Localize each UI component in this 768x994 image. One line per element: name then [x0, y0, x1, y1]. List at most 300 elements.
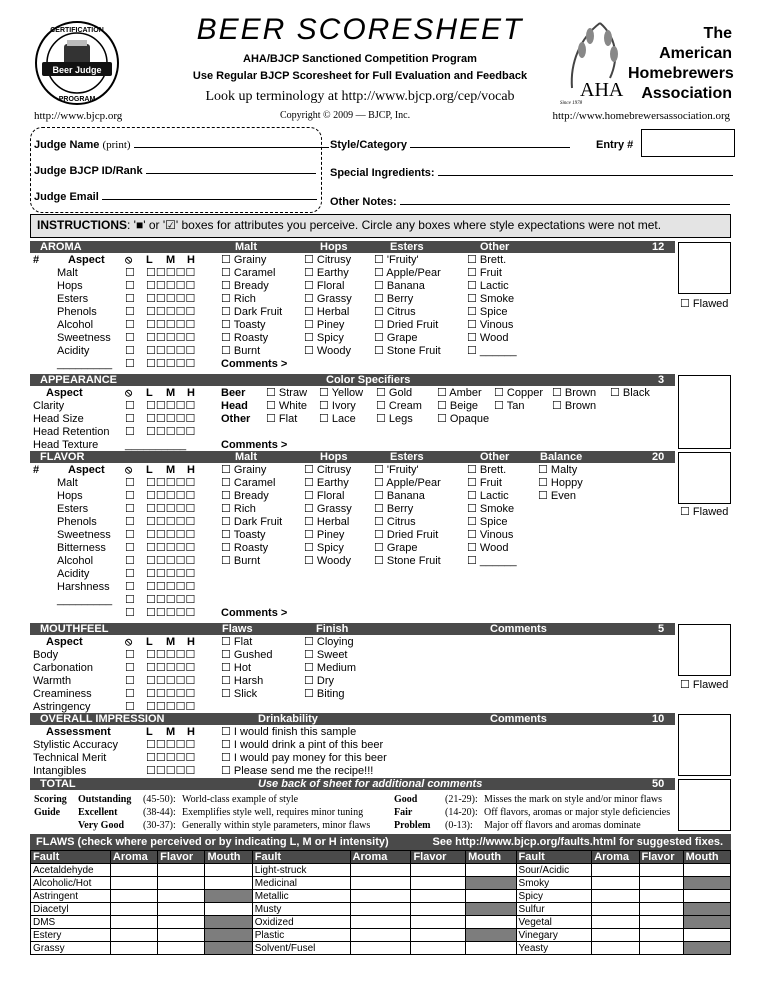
- flavor-3-intensity-checkboxes[interactable]: ☐☐☐☐☐: [146, 516, 196, 528]
- judge-id-row: [34, 165, 316, 178]
- total-score-box[interactable]: [678, 779, 731, 831]
- table-row: [31, 916, 731, 929]
- fault-flavor-cell[interactable]: [158, 864, 205, 877]
- aroma-1-none-checkbox[interactable]: ☐: [125, 280, 135, 292]
- flavor-other-option[interactable]: ☐ Vinous: [467, 529, 514, 541]
- instructions-text: : '■' or '☑' boxes for attributes you perceive. Circle any boxes where style expectations were not met.: [127, 218, 662, 232]
- appearance-intensity-1[interactable]: ☐☐☐☐☐: [146, 413, 196, 425]
- flavor-1-none-checkbox[interactable]: ☐: [125, 490, 135, 502]
- fault-aroma-cell[interactable]: [592, 942, 639, 955]
- mouthfeel-m-head: M: [166, 636, 176, 648]
- aroma-other-option[interactable]: ☐ ______: [467, 345, 517, 357]
- flavor-0-none-checkbox[interactable]: ☐: [125, 477, 135, 489]
- mouthfeel-none-checkbox-2[interactable]: ☐: [125, 675, 135, 687]
- aroma-malt-option[interactable]: ☐ Caramel: [221, 267, 276, 279]
- flavor-custom-none-checkbox[interactable]: ☐: [125, 594, 135, 606]
- entry-number-box[interactable]: [641, 129, 735, 157]
- flavor-5-intensity-checkboxes[interactable]: ☐☐☐☐☐: [146, 542, 196, 554]
- flavor-malt-option[interactable]: ☐ Burnt: [221, 555, 261, 567]
- flaws-col-header: Aroma: [350, 851, 411, 864]
- judge-email-field[interactable]: [102, 199, 317, 200]
- aroma-custom-none-checkbox[interactable]: ☐: [125, 358, 135, 370]
- aroma-4-none-checkbox[interactable]: ☐: [125, 319, 135, 331]
- fault-aroma-cell[interactable]: [110, 903, 157, 916]
- fault-aroma-cell[interactable]: [592, 864, 639, 877]
- appearance-beer-color[interactable]: ☐ Copper: [494, 387, 543, 399]
- aroma-malt-option[interactable]: ☐ Rich: [221, 293, 256, 305]
- appearance-head-color[interactable]: ☐ Ivory: [319, 400, 356, 412]
- flavor-esters-option[interactable]: ☐ Stone Fruit: [374, 555, 441, 567]
- mouthfeel-intensity-2[interactable]: ☐☐☐☐☐: [146, 675, 196, 687]
- appearance-beer-color[interactable]: ☐ Yellow: [319, 387, 364, 399]
- scoring-left-label: Excellent: [78, 807, 118, 818]
- table-row: [31, 942, 731, 955]
- aroma-hops-option[interactable]: ☐ Woody: [304, 345, 351, 357]
- flavor-hops-option[interactable]: ☐ Herbal: [304, 516, 350, 528]
- flavor-malt-option[interactable]: ☐ Rich: [221, 503, 256, 515]
- flavor-other-option[interactable]: ☐ ______: [467, 555, 517, 567]
- fault-aroma-cell[interactable]: [350, 864, 411, 877]
- flavor-comments-label: Comments >: [221, 607, 288, 619]
- mouthfeel-flawed[interactable]: ☐ Flawed: [680, 679, 729, 691]
- flavor-other-option[interactable]: ☐ Spice: [467, 516, 508, 528]
- mouthfeel-finish-option[interactable]: ☐ Sweet: [304, 649, 348, 661]
- flavor-other-option[interactable]: ☐ Smoke: [467, 503, 515, 515]
- appearance-head-color[interactable]: ☐ Tan: [494, 400, 525, 412]
- fault-mouth-cell: [466, 929, 516, 942]
- flavor-7-intensity-checkboxes[interactable]: ☐☐☐☐☐: [146, 568, 196, 580]
- flaws-header: FLAWS (check where perceived or by indicating L, M or H intensity): [36, 836, 389, 848]
- aroma-1-intensity-checkboxes[interactable]: ☐☐☐☐☐: [146, 280, 196, 292]
- appearance-head-color[interactable]: ☐ Beige: [437, 400, 479, 412]
- mouthfeel-none-checkbox-3[interactable]: ☐: [125, 688, 135, 700]
- flavor-other-option[interactable]: ☐ Wood: [467, 542, 509, 554]
- aroma-other-option[interactable]: ☐ Vinous: [467, 319, 514, 331]
- fault-flavor-cell[interactable]: [639, 864, 683, 877]
- fault-mouth-cell[interactable]: [205, 903, 252, 916]
- mouthfeel-none-checkbox-1[interactable]: ☐: [125, 662, 135, 674]
- fault-flavor-cell[interactable]: [639, 890, 683, 903]
- mouthfeel-finish-option[interactable]: ☐ Dry: [304, 675, 335, 687]
- mouthfeel-finish-option[interactable]: ☐ Biting: [304, 688, 345, 700]
- appearance-max: 3: [658, 374, 665, 386]
- aroma-other-option[interactable]: ☐ Brett.: [467, 254, 507, 266]
- flavor-6-intensity-checkboxes[interactable]: ☐☐☐☐☐: [146, 555, 196, 567]
- appearance-none-checkbox-0[interactable]: ☐: [125, 400, 135, 412]
- total-note: Use back of sheet for additional comments: [258, 778, 483, 790]
- appearance-beer-color[interactable]: ☐ Gold: [376, 387, 413, 399]
- flavor-malt-option[interactable]: ☐ Grainy: [221, 464, 267, 476]
- appearance-m-head: M: [166, 387, 176, 399]
- flavor-hops-option[interactable]: ☐ Citrusy: [304, 464, 352, 476]
- flavor-other-option[interactable]: ☐ Lactic: [467, 490, 509, 502]
- aroma-other-option[interactable]: ☐ Wood: [467, 332, 509, 344]
- fault-flavor-cell[interactable]: [411, 929, 466, 942]
- aroma-malt-option[interactable]: ☐ Grainy: [221, 254, 267, 266]
- appearance-intensity-0[interactable]: ☐☐☐☐☐: [146, 400, 196, 412]
- fault-aroma-cell[interactable]: [350, 929, 411, 942]
- fault-name: Astringent: [31, 890, 111, 903]
- aroma-0-intensity-checkboxes[interactable]: ☐☐☐☐☐: [146, 267, 196, 279]
- flavor-8-intensity-checkboxes[interactable]: ☐☐☐☐☐: [146, 581, 196, 593]
- aroma-esters-option[interactable]: ☐ Dried Fruit: [374, 319, 439, 331]
- flaws-col-header: Mouth: [466, 851, 516, 864]
- overall-drinkability-option[interactable]: ☐ I would finish this sample: [221, 726, 357, 738]
- aroma-malt-option[interactable]: ☐ Bready: [221, 280, 269, 292]
- subtitle-program: AHA/BJCP Sanctioned Competition Program: [243, 53, 477, 65]
- flavor-esters-option[interactable]: ☐ Banana: [374, 490, 425, 502]
- aroma-hops-option[interactable]: ☐ Grassy: [304, 293, 352, 305]
- mouthfeel-intensity-1[interactable]: ☐☐☐☐☐: [146, 662, 196, 674]
- judge-name-label: Judge Name: [34, 139, 100, 151]
- aroma-5-intensity-checkboxes[interactable]: ☐☐☐☐☐: [146, 332, 196, 344]
- aroma-hops-option[interactable]: ☐ Floral: [304, 280, 345, 292]
- fault-aroma-cell[interactable]: [350, 890, 411, 903]
- flavor-balance-option[interactable]: ☐ Hoppy: [538, 477, 583, 489]
- aroma-malt-option[interactable]: ☐ Dark Fruit: [221, 306, 283, 318]
- flavor-flawed[interactable]: ☐ Flawed: [680, 506, 729, 518]
- flavor-malt-option[interactable]: ☐ Toasty: [221, 529, 266, 541]
- mouthfeel-score-box[interactable]: [678, 624, 731, 676]
- aroma-other-option[interactable]: ☐ Spice: [467, 306, 508, 318]
- mouthfeel-finish-option[interactable]: ☐ Cloying: [304, 636, 354, 648]
- fault-name: Yeasty: [516, 942, 592, 955]
- aroma-flawed[interactable]: ☐ Flawed: [680, 298, 729, 310]
- flavor-custom-line[interactable]: _________: [57, 594, 113, 606]
- overall-intensity-0[interactable]: ☐☐☐☐☐: [146, 739, 196, 751]
- scoring-left-desc: Generally within style parameters, minor flaws: [182, 820, 371, 831]
- aroma-other-option[interactable]: ☐ Fruit: [467, 267, 502, 279]
- flavor-balance-option[interactable]: ☐ Malty: [538, 464, 578, 476]
- fault-mouth-cell: [466, 877, 516, 890]
- aroma-6-none-checkbox[interactable]: ☐: [125, 345, 135, 357]
- aroma-hops-option[interactable]: ☐ Herbal: [304, 306, 350, 318]
- aroma-0-none-checkbox[interactable]: ☐: [125, 267, 135, 279]
- aroma-3-none-checkbox[interactable]: ☐: [125, 306, 135, 318]
- scoring-left-desc: World-class example of style: [182, 794, 299, 805]
- fault-mouth-cell[interactable]: [466, 916, 516, 929]
- aroma-esters-option[interactable]: ☐ Grape: [374, 332, 418, 344]
- flavor-hops-option[interactable]: ☐ Earthy: [304, 477, 349, 489]
- flavor-hops-option[interactable]: ☐ Piney: [304, 529, 345, 541]
- fault-flavor-cell[interactable]: [411, 877, 466, 890]
- fault-flavor-cell[interactable]: [411, 942, 466, 955]
- page-title: BEER SCORESHEET: [196, 13, 524, 46]
- flavor-malt-option[interactable]: ☐ Caramel: [221, 477, 276, 489]
- scoring-left-desc: Exemplifies style well, requires minor tuning: [182, 807, 364, 818]
- fault-name: Metallic: [252, 890, 350, 903]
- flavor-malt-option[interactable]: ☐ Bready: [221, 490, 269, 502]
- overall-score-box[interactable]: [678, 714, 731, 776]
- flaws-col-header: Fault: [516, 851, 592, 864]
- fault-flavor-cell[interactable]: [158, 877, 205, 890]
- scoring-left-range: (30-37):: [143, 820, 176, 831]
- aroma-3-intensity-checkboxes[interactable]: ☐☐☐☐☐: [146, 306, 196, 318]
- mouthfeel-flaw-option[interactable]: ☐ Harsh: [221, 675, 264, 687]
- aroma-score-box[interactable]: [678, 242, 731, 294]
- aroma-5-none-checkbox[interactable]: ☐: [125, 332, 135, 344]
- flavor-extra-none-checkbox[interactable]: ☐: [125, 607, 135, 619]
- aroma-esters-option[interactable]: ☐ 'Fruity': [374, 254, 419, 266]
- flavor-hops-option[interactable]: ☐ Woody: [304, 555, 351, 567]
- aroma-malt-option[interactable]: ☐ Burnt: [221, 345, 261, 357]
- overall-h-head: H: [187, 726, 195, 738]
- appearance-beer-color[interactable]: ☐ Amber: [437, 387, 482, 399]
- flavor-custom-intensity[interactable]: ☐☐☐☐☐: [146, 594, 196, 606]
- fault-aroma-cell[interactable]: [350, 916, 411, 929]
- overall-intensity-2[interactable]: ☐☐☐☐☐: [146, 765, 196, 777]
- appearance-no-head: ⦸: [125, 387, 133, 399]
- aroma-4-intensity-checkboxes[interactable]: ☐☐☐☐☐: [146, 319, 196, 331]
- mouthfeel-none-checkbox-4[interactable]: ☐: [125, 701, 135, 713]
- flavor-0-intensity-checkboxes[interactable]: ☐☐☐☐☐: [146, 477, 196, 489]
- flavor-7-none-checkbox[interactable]: ☐: [125, 568, 135, 580]
- fault-aroma-cell[interactable]: [110, 942, 157, 955]
- fault-aroma-cell[interactable]: [110, 864, 157, 877]
- fault-flavor-cell[interactable]: [411, 864, 466, 877]
- aroma-malt-option[interactable]: ☐ Roasty: [221, 332, 269, 344]
- appearance-h-head: H: [187, 387, 195, 399]
- fault-mouth-cell[interactable]: [683, 864, 730, 877]
- style-field[interactable]: [410, 147, 570, 148]
- aroma-esters-option[interactable]: ☐ Banana: [374, 280, 425, 292]
- aroma-hops-option[interactable]: ☐ Spicy: [304, 332, 344, 344]
- fault-mouth-cell[interactable]: [205, 877, 252, 890]
- fault-mouth-cell: [683, 942, 730, 955]
- flavor-esters-option[interactable]: ☐ Grape: [374, 542, 418, 554]
- aha-name-line3: Homebrewers: [628, 65, 734, 82]
- flavor-esters-option[interactable]: ☐ Citrus: [374, 516, 416, 528]
- appearance-other-option[interactable]: ☐ Opaque: [437, 413, 490, 425]
- aroma-custom-intensity[interactable]: ☐☐☐☐☐: [146, 358, 196, 370]
- aroma-hops-option[interactable]: ☐ Piney: [304, 319, 345, 331]
- mouthfeel-h-head: H: [187, 636, 195, 648]
- aroma-esters-option[interactable]: ☐ Berry: [374, 293, 414, 305]
- overall-aspect-0: Stylistic Accuracy: [33, 739, 118, 751]
- fault-name: Light-struck: [252, 864, 350, 877]
- mouthfeel-flaw-option[interactable]: ☐ Slick: [221, 688, 258, 700]
- entry-label: Entry #: [596, 139, 634, 151]
- flavor-0-aspect: Malt: [57, 477, 78, 489]
- aroma-other-option[interactable]: ☐ Lactic: [467, 280, 509, 292]
- aha-url[interactable]: http://www.homebrewersassociation.org: [552, 110, 730, 122]
- flavor-balance-option[interactable]: ☐ Even: [538, 490, 576, 502]
- flavor-score-box[interactable]: [678, 452, 731, 504]
- judge-name-print: (print): [102, 139, 131, 151]
- fault-name: Smoky: [516, 877, 592, 890]
- fault-aroma-cell[interactable]: [110, 916, 157, 929]
- fault-flavor-cell[interactable]: [158, 916, 205, 929]
- flavor-esters-option[interactable]: ☐ Apple/Pear: [374, 477, 441, 489]
- mouthfeel-none-checkbox-0[interactable]: ☐: [125, 649, 135, 661]
- appearance-beer-color[interactable]: ☐ Black: [610, 387, 650, 399]
- appearance-none-checkbox-1[interactable]: ☐: [125, 413, 135, 425]
- aroma-6-aspect: Acidity: [57, 345, 90, 357]
- total-max: 50: [652, 778, 665, 790]
- fault-aroma-cell[interactable]: [110, 877, 157, 890]
- fault-aroma-cell[interactable]: [592, 916, 639, 929]
- appearance-aspect-2: Head Retention: [33, 426, 110, 438]
- fault-mouth-cell[interactable]: [466, 942, 516, 955]
- appearance-aspect-1: Head Size: [33, 413, 84, 425]
- appearance-beer-color[interactable]: ☐ Brown: [552, 387, 597, 399]
- flaws-col-header: Flavor: [158, 851, 205, 864]
- flavor-2-none-checkbox[interactable]: ☐: [125, 503, 135, 515]
- flavor-6-none-checkbox[interactable]: ☐: [125, 555, 135, 567]
- appearance-beer-label: Beer: [221, 387, 246, 399]
- appearance-intensity-2[interactable]: ☐☐☐☐☐: [146, 426, 196, 438]
- appearance-none-checkbox-2[interactable]: ☐: [125, 426, 135, 438]
- fault-aroma-cell[interactable]: [350, 942, 411, 955]
- aroma-bar: [30, 241, 675, 253]
- fault-aroma-cell[interactable]: [350, 877, 411, 890]
- judge-name-field[interactable]: [134, 147, 329, 148]
- mouthfeel-title: MOUTHFEEL: [40, 623, 109, 635]
- flavor-2-intensity-checkboxes[interactable]: ☐☐☐☐☐: [146, 503, 196, 515]
- appearance-score-box[interactable]: [678, 375, 731, 449]
- flavor-malt-option[interactable]: ☐ Dark Fruit: [221, 516, 283, 528]
- fault-flavor-cell[interactable]: [411, 916, 466, 929]
- flavor-4-none-checkbox[interactable]: ☐: [125, 529, 135, 541]
- flavor-4-aspect: Sweetness: [57, 529, 111, 541]
- fault-flavor-cell[interactable]: [158, 903, 205, 916]
- bjcp-logo-bottom-text: PROGRAM: [58, 96, 96, 103]
- appearance-head-color[interactable]: ☐ Brown: [552, 400, 597, 412]
- flaws-header-bar: [30, 834, 731, 850]
- notes-row: [330, 196, 730, 209]
- fault-flavor-cell[interactable]: [411, 903, 466, 916]
- bjcp-url[interactable]: http://www.bjcp.org: [34, 110, 123, 122]
- flavor-1-intensity-checkboxes[interactable]: ☐☐☐☐☐: [146, 490, 196, 502]
- aroma-esters-option[interactable]: ☐ Stone Fruit: [374, 345, 441, 357]
- appearance-other-option[interactable]: ☐ Legs: [376, 413, 413, 425]
- mouthfeel-finish-label: Finish: [316, 623, 349, 635]
- total-bar: [30, 778, 675, 790]
- fault-aroma-cell[interactable]: [592, 877, 639, 890]
- aroma-other-option[interactable]: ☐ Smoke: [467, 293, 515, 305]
- appearance-beer-color[interactable]: ☐ Straw: [266, 387, 308, 399]
- aroma-malt-option[interactable]: ☐ Toasty: [221, 319, 266, 331]
- mouthfeel-intensity-0[interactable]: ☐☐☐☐☐: [146, 649, 196, 661]
- fault-name: Grassy: [31, 942, 111, 955]
- aroma-esters-option[interactable]: ☐ Apple/Pear: [374, 267, 441, 279]
- fault-aroma-cell[interactable]: [592, 929, 639, 942]
- fault-flavor-cell[interactable]: [158, 890, 205, 903]
- fault-flavor-cell[interactable]: [639, 916, 683, 929]
- appearance-other-label: Other: [221, 413, 251, 425]
- flavor-other-option[interactable]: ☐ Fruit: [467, 477, 502, 489]
- flavor-3-none-checkbox[interactable]: ☐: [125, 516, 135, 528]
- flavor-esters-option[interactable]: ☐ 'Fruity': [374, 464, 419, 476]
- vocab-link[interactable]: Look up terminology at http://www.bjcp.org/cep/vocab: [205, 89, 515, 104]
- flavor-hops-option[interactable]: ☐ Spicy: [304, 542, 344, 554]
- aroma-esters-option[interactable]: ☐ Citrus: [374, 306, 416, 318]
- mouthfeel-flaw-option[interactable]: ☐ Hot: [221, 662, 252, 674]
- fault-mouth-cell[interactable]: [466, 864, 516, 877]
- mouthfeel-finish-option[interactable]: ☐ Medium: [304, 662, 357, 674]
- scoring-guide-label: [34, 793, 67, 819]
- flavor-hops-option[interactable]: ☐ Grassy: [304, 503, 352, 515]
- overall-drinkability-option[interactable]: ☐ I would drink a pint of this beer: [221, 739, 384, 751]
- fault-flavor-cell[interactable]: [639, 877, 683, 890]
- fault-aroma-cell[interactable]: [592, 890, 639, 903]
- fault-name: Spicy: [516, 890, 592, 903]
- fault-aroma-cell[interactable]: [350, 903, 411, 916]
- flavor-aspect-head: Aspect: [68, 464, 105, 476]
- fault-name: Sour/Acidic: [516, 864, 592, 877]
- flavor-4-intensity-checkboxes[interactable]: ☐☐☐☐☐: [146, 529, 196, 541]
- fault-flavor-cell[interactable]: [639, 903, 683, 916]
- mouthfeel-intensity-4[interactable]: ☐☐☐☐☐: [146, 701, 196, 713]
- ingredients-field[interactable]: [438, 175, 733, 176]
- aroma-custom-line[interactable]: _________: [57, 358, 113, 370]
- flavor-hops-option[interactable]: ☐ Floral: [304, 490, 345, 502]
- mouthfeel-flaw-option[interactable]: ☐ Gushed: [221, 649, 273, 661]
- bjcp-logo: [34, 18, 120, 108]
- fault-mouth-cell[interactable]: [466, 890, 516, 903]
- flavor-other-option[interactable]: ☐ Brett.: [467, 464, 507, 476]
- fault-aroma-cell[interactable]: [110, 890, 157, 903]
- fault-flavor-cell[interactable]: [158, 942, 205, 955]
- judge-id-field[interactable]: [146, 173, 316, 174]
- fault-aroma-cell[interactable]: [592, 903, 639, 916]
- bjcp-logo-mid-text: Beer Judge: [52, 65, 102, 75]
- fault-mouth-cell[interactable]: [683, 929, 730, 942]
- appearance-other-option[interactable]: ☐ Lace: [319, 413, 356, 425]
- aroma-2-intensity-checkboxes[interactable]: ☐☐☐☐☐: [146, 293, 196, 305]
- fault-aroma-cell[interactable]: [110, 929, 157, 942]
- aroma-6-intensity-checkboxes[interactable]: ☐☐☐☐☐: [146, 345, 196, 357]
- fault-mouth-cell[interactable]: [683, 890, 730, 903]
- flavor-extra-intensity[interactable]: ☐☐☐☐☐: [146, 607, 196, 619]
- flavor-malt-option[interactable]: ☐ Roasty: [221, 542, 269, 554]
- flavor-5-none-checkbox[interactable]: ☐: [125, 542, 135, 554]
- flavor-col-esters: Esters: [390, 451, 424, 463]
- fault-mouth-cell[interactable]: [205, 864, 252, 877]
- flavor-esters-option[interactable]: ☐ Dried Fruit: [374, 529, 439, 541]
- fault-flavor-cell[interactable]: [639, 929, 683, 942]
- mouthfeel-intensity-3[interactable]: ☐☐☐☐☐: [146, 688, 196, 700]
- aha-name-line4: Association: [641, 85, 732, 102]
- aroma-hops-option[interactable]: ☐ Citrusy: [304, 254, 352, 266]
- mouthfeel-bar: [30, 623, 675, 635]
- overall-intensity-1[interactable]: ☐☐☐☐☐: [146, 752, 196, 764]
- scoring-right-desc: Misses the mark on style and/or minor flaws: [484, 794, 663, 805]
- aroma-2-none-checkbox[interactable]: ☐: [125, 293, 135, 305]
- flavor-8-none-checkbox[interactable]: ☐: [125, 581, 135, 593]
- aroma-5-aspect: Sweetness: [57, 332, 111, 344]
- aroma-1-aspect: Hops: [57, 280, 83, 292]
- mouthfeel-flaw-option[interactable]: ☐ Flat: [221, 636, 253, 648]
- appearance-head-color[interactable]: ☐ Cream: [376, 400, 422, 412]
- aroma-hops-option[interactable]: ☐ Earthy: [304, 267, 349, 279]
- appearance-head-texture-line[interactable]: __________: [125, 439, 187, 451]
- fault-flavor-cell[interactable]: [158, 929, 205, 942]
- appearance-head-color[interactable]: ☐ White: [266, 400, 308, 412]
- fault-flavor-cell[interactable]: [639, 942, 683, 955]
- notes-field[interactable]: [400, 204, 730, 205]
- table-row: [31, 877, 731, 890]
- flavor-8-aspect: Harshness: [57, 581, 110, 593]
- fault-name: Alcoholic/Hot: [31, 877, 111, 890]
- appearance-other-option[interactable]: ☐ Flat: [266, 413, 298, 425]
- flavor-esters-option[interactable]: ☐ Berry: [374, 503, 414, 515]
- fault-flavor-cell[interactable]: [411, 890, 466, 903]
- overall-drinkability-option[interactable]: ☐ I would pay money for this beer: [221, 752, 387, 764]
- flaws-header-link[interactable]: See http://www.bjcp.org/faults.html for suggested fixes.: [432, 836, 723, 848]
- overall-drinkability-option[interactable]: ☐ Please send me the recipe!!!: [221, 765, 374, 777]
- flavor-col-balance: Balance: [540, 451, 583, 463]
